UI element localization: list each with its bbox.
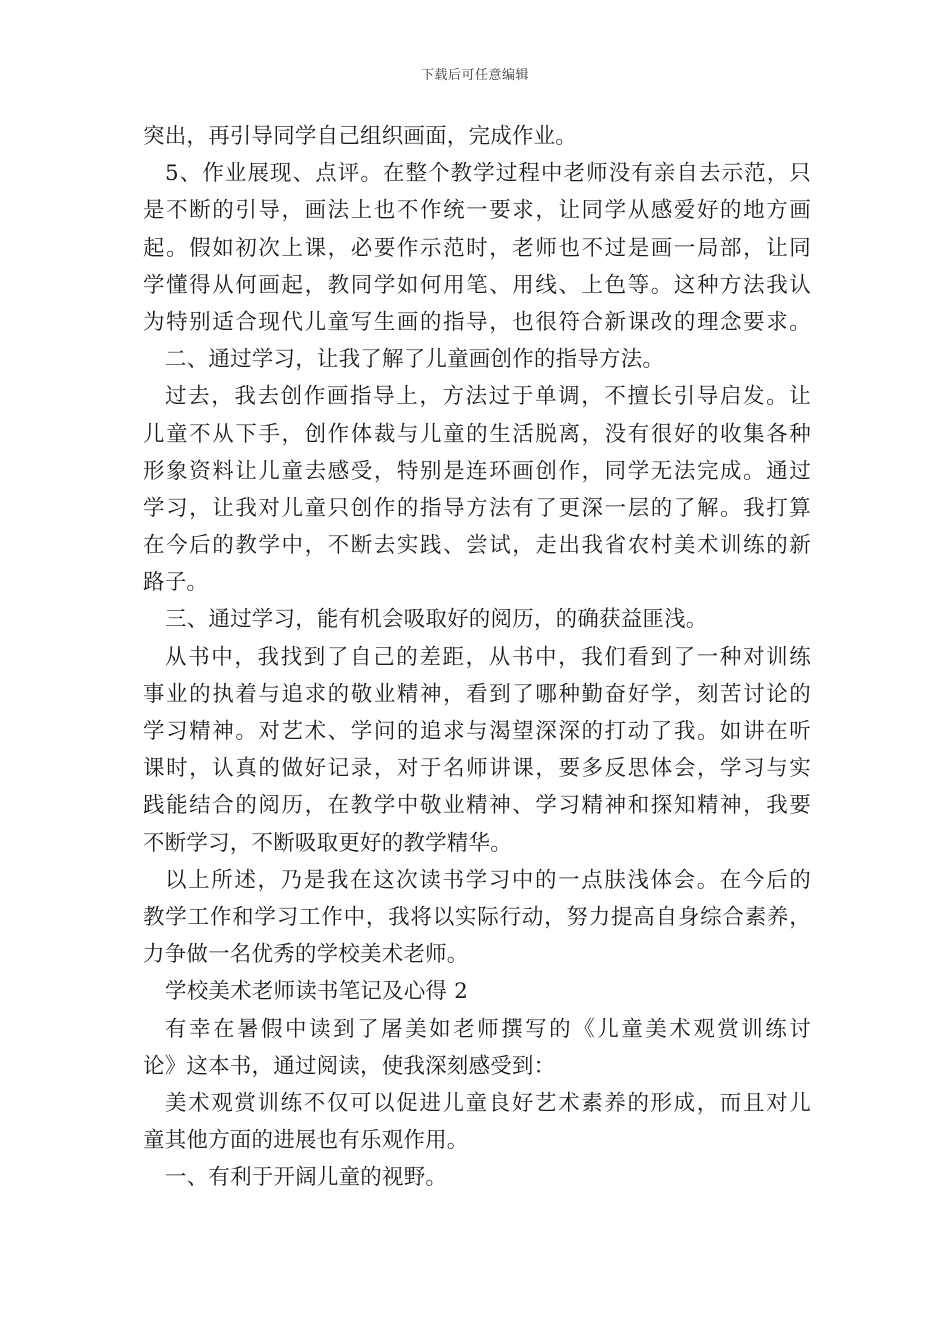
text-line: 事业的执着与追求的敬业精神，看到了哪种勤奋好学，刻苦讨论的 <box>143 681 811 707</box>
text-line: 课时，认真的做好记录，对于名师讲课，要多反思体会，学习与实 <box>143 756 811 782</box>
text-line: 二、通过学习，让我了解了儿童画创作的指导方法。 <box>165 347 665 373</box>
text-line: 儿童不从下手，创作体裁与儿童的生活脱离，没有很好的收集各种 <box>143 421 811 447</box>
text-line: 论》这本书，通过阅读，使我深刻感受到： <box>143 1053 556 1079</box>
text-line: 有幸在暑假中读到了屠美如老师撰写的《儿童美术观赏训练讨 <box>165 1016 811 1042</box>
text-line: 美术观赏训练不仅可以促进儿童良好艺术素养的形成，而且对儿 <box>165 1090 811 1116</box>
text-line: 以上所述，乃是我在这次读书学习中的一点肤浅体会。在今后的 <box>165 867 811 893</box>
page-header: 下载后可任意编辑 <box>420 68 529 83</box>
text-line: 突出，再引导同学自己组织画面，完成作业。 <box>143 124 578 149</box>
text-line: 从书中，我找到了自己的差距，从书中，我们看到了一种对训练 <box>165 644 811 670</box>
text-line: 践能结合的阅历，在教学中敬业精神、学习精神和探知精神，我要 <box>143 793 811 819</box>
text-line: 在今后的教学中，不断去实践、尝试，走出我省农村美术训练的新 <box>143 533 811 559</box>
text-line: 起。假如初次上课，必要作示范时，老师也不过是画一局部，让同 <box>143 235 811 261</box>
text-line: 形象资料让儿童去感受，特别是连环画创作，同学无法完成。通过 <box>143 458 811 484</box>
text-line: 三、通过学习，能有机会吸取好的阅历，的确获益匪浅。 <box>165 607 708 633</box>
text-line: 学习，让我对儿童只创作的指导方法有了更深一层的了解。我打算 <box>143 495 811 521</box>
text-line: 童其他方面的进展也有乐观作用。 <box>143 1128 469 1154</box>
text-line: 一、有利于开阔儿童的视野。 <box>165 1165 448 1191</box>
text-line: 是不断的引导，画法上也不作统一要求，让同学从感爱好的地方画 <box>143 198 811 224</box>
text-line: 过去，我去创作画指导上，方法过于单调，不擅长引导启发。让 <box>165 384 811 410</box>
text-line: 为特别适合现代儿童写生画的指导，也很符合新课改的理念要求。 <box>143 309 811 335</box>
text-line: 教学工作和学习工作中，我将以实际行动，努力提高自身综合素养， <box>143 904 811 930</box>
text-line: 学懂得从何画起，教同学如何用笔、用线、上色等。这种方法我认 <box>143 272 811 298</box>
text-line: 力争做一名优秀的学校美术老师。 <box>143 942 469 968</box>
text-line: 路子。 <box>143 570 209 596</box>
document-body <box>143 118 811 1196</box>
text-line: 5、作业展现、点评。在整个教学过程中老师没有亲自去示范，只 <box>165 161 811 187</box>
text-line: 学习精神。对艺术、学问的追求与渴望深深的打动了我。如讲在听 <box>143 719 811 744</box>
text-line: 学校美术老师读书笔记及心得 2 <box>165 979 469 1005</box>
text-line: 不断学习，不断吸取更好的教学精华。 <box>143 830 512 856</box>
